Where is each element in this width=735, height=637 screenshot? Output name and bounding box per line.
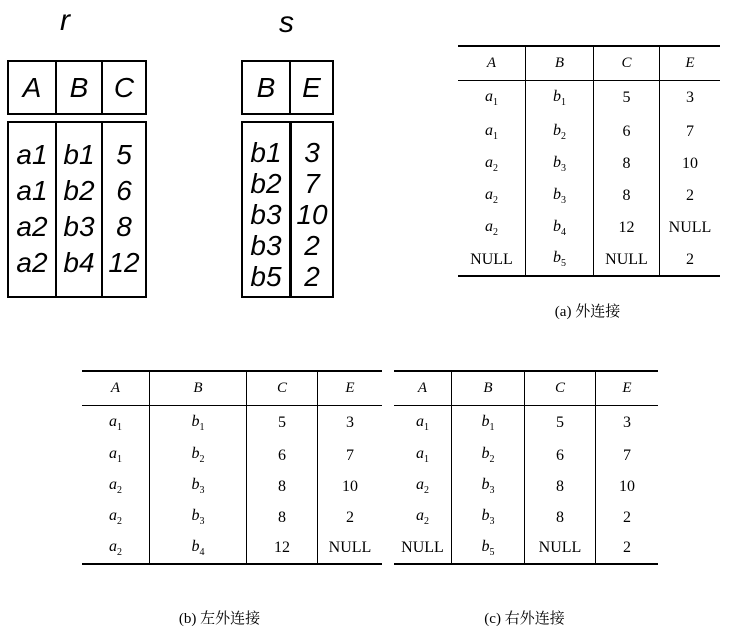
cell: 2 <box>304 261 320 292</box>
relation-r-name: r <box>60 4 70 37</box>
cell: $a_1$ <box>109 412 122 433</box>
cell: $b_3$ <box>150 471 247 502</box>
cell: b3 <box>250 230 282 261</box>
table-row <box>394 533 658 564</box>
cell: a2 <box>16 211 48 242</box>
cell: $a_2$ <box>109 476 122 497</box>
relation-r-body <box>7 121 147 298</box>
cell: $a_1$ <box>416 445 429 466</box>
column-header-c: C <box>594 46 660 80</box>
cell: 8 <box>525 471 596 502</box>
column-header-e: E <box>660 46 721 80</box>
cell: b2 <box>63 175 95 206</box>
table-row <box>458 212 720 244</box>
cell: b1 <box>250 137 282 168</box>
cell: b3 <box>250 199 282 230</box>
cell: b1 <box>63 139 95 170</box>
relation-s-body <box>241 121 334 298</box>
cell: 6 <box>525 440 596 471</box>
table-row <box>394 502 658 533</box>
cell: 7 <box>660 116 721 148</box>
column-header-a: A <box>417 379 428 396</box>
cell: NULL <box>318 533 383 564</box>
cell: a2 <box>16 247 48 278</box>
table-row <box>458 116 720 148</box>
cell: a1 <box>16 175 48 206</box>
cell: 2 <box>660 180 721 212</box>
table-row <box>394 440 658 471</box>
cell: $a_1$ <box>416 412 429 433</box>
cell: 8 <box>116 211 132 242</box>
column-header-c: C <box>525 371 596 405</box>
relation_s-header-1: E <box>289 62 332 113</box>
cell: $b_3$ <box>526 148 594 180</box>
cell: 12 <box>594 212 660 244</box>
relation_s-header-0: B <box>256 71 276 103</box>
cell: 12 <box>247 533 318 564</box>
table-row <box>82 502 382 533</box>
cell: 2 <box>660 244 721 276</box>
cell: $a_2$ <box>485 217 498 239</box>
table-row <box>394 471 658 502</box>
relation_r-column-1 <box>55 123 101 296</box>
cell: $b_3$ <box>452 471 525 502</box>
full-outer-join-table <box>458 45 720 277</box>
cell: 7 <box>596 440 659 471</box>
column-header-b: B <box>452 371 525 405</box>
cell: $b_5$ <box>452 533 525 564</box>
cell: $b_5$ <box>526 244 594 276</box>
cell: $a_2$ <box>416 476 429 497</box>
relation-s-name: s <box>279 6 294 39</box>
cell: 2 <box>318 502 383 533</box>
cell: 5 <box>116 139 132 170</box>
cell: b3 <box>63 211 95 242</box>
cell: $b_4$ <box>150 533 247 564</box>
cell: $a_2$ <box>485 153 498 175</box>
cell: $b_1$ <box>150 405 247 440</box>
cell: 6 <box>247 440 318 471</box>
cell: 10 <box>296 199 328 230</box>
cell: $b_3$ <box>150 502 247 533</box>
table-row <box>458 244 720 276</box>
left-outer-join-caption: (b) 左外连接 <box>178 611 261 627</box>
column-header-b: B <box>526 46 594 80</box>
cell: 10 <box>318 471 383 502</box>
cell: 8 <box>594 180 660 212</box>
cell: $a_2$ <box>485 185 498 207</box>
cell: b5 <box>250 261 282 292</box>
column-header-a: A <box>486 54 497 71</box>
cell: NULL <box>594 244 660 276</box>
cell: b2 <box>250 168 282 199</box>
column-header-e: E <box>318 371 383 405</box>
right-outer-join-table <box>394 370 658 565</box>
cell: $a_2$ <box>416 507 429 528</box>
cell: 3 <box>596 405 659 440</box>
cell: 3 <box>304 137 320 168</box>
relation_s-column-0 <box>243 123 289 296</box>
relation-r-header <box>7 60 147 115</box>
cell: 10 <box>596 471 659 502</box>
cell: $b_2$ <box>452 440 525 471</box>
cell: 3 <box>318 405 383 440</box>
relation_s-column-1 <box>289 123 332 296</box>
left-outer-join-table <box>82 370 382 565</box>
table-row <box>458 80 720 116</box>
cell: $a_1$ <box>109 445 122 466</box>
cell: a1 <box>16 139 48 170</box>
cell: $b_2$ <box>526 116 594 148</box>
cell: $b_3$ <box>526 180 594 212</box>
cell: 7 <box>318 440 383 471</box>
cell: $b_2$ <box>150 440 247 471</box>
cell: 3 <box>660 80 721 116</box>
cell: 5 <box>247 405 318 440</box>
cell: 2 <box>596 533 659 564</box>
relation-s-header <box>241 60 334 115</box>
cell: NULL <box>401 539 444 556</box>
table-row <box>458 180 720 212</box>
column-header-e: E <box>596 371 659 405</box>
full-outer-join-caption: (a) 外连接 <box>554 304 621 320</box>
table-row <box>394 405 658 440</box>
table-row <box>82 405 382 440</box>
column-header-c: C <box>247 371 318 405</box>
cell: $b_3$ <box>452 502 525 533</box>
right-outer-join-caption: (c) 右外连接 <box>484 611 565 627</box>
cell: NULL <box>470 250 513 268</box>
table-row <box>82 440 382 471</box>
relation_r-column-0 <box>9 123 55 296</box>
relation_r-header-2: C <box>101 62 145 113</box>
cell: 8 <box>247 502 318 533</box>
cell: 7 <box>304 168 320 199</box>
cell: $b_4$ <box>526 212 594 244</box>
cell: 8 <box>247 471 318 502</box>
relation_r-header-1: B <box>55 62 101 113</box>
cell: 6 <box>594 116 660 148</box>
cell: $b_1$ <box>452 405 525 440</box>
cell: 8 <box>525 502 596 533</box>
cell: NULL <box>525 533 596 564</box>
cell: $b_1$ <box>526 80 594 116</box>
cell: 5 <box>525 405 596 440</box>
cell: 8 <box>594 148 660 180</box>
cell: $a_1$ <box>485 121 498 143</box>
cell: $a_2$ <box>109 507 122 528</box>
cell: 5 <box>594 80 660 116</box>
table-row <box>82 471 382 502</box>
column-header-b: B <box>150 371 247 405</box>
cell: 10 <box>660 148 721 180</box>
cell: b4 <box>63 247 95 278</box>
cell: NULL <box>660 212 721 244</box>
cell: $a_2$ <box>109 537 122 559</box>
cell: 12 <box>108 247 140 278</box>
relation_r-header-0: A <box>22 71 42 103</box>
table-row <box>82 533 382 564</box>
cell: 2 <box>304 230 320 261</box>
relation_r-column-2 <box>101 123 145 296</box>
cell: 2 <box>596 502 659 533</box>
column-header-a: A <box>110 379 121 396</box>
table-row <box>458 148 720 180</box>
cell: $a_1$ <box>485 88 498 109</box>
cell: 6 <box>116 175 132 206</box>
